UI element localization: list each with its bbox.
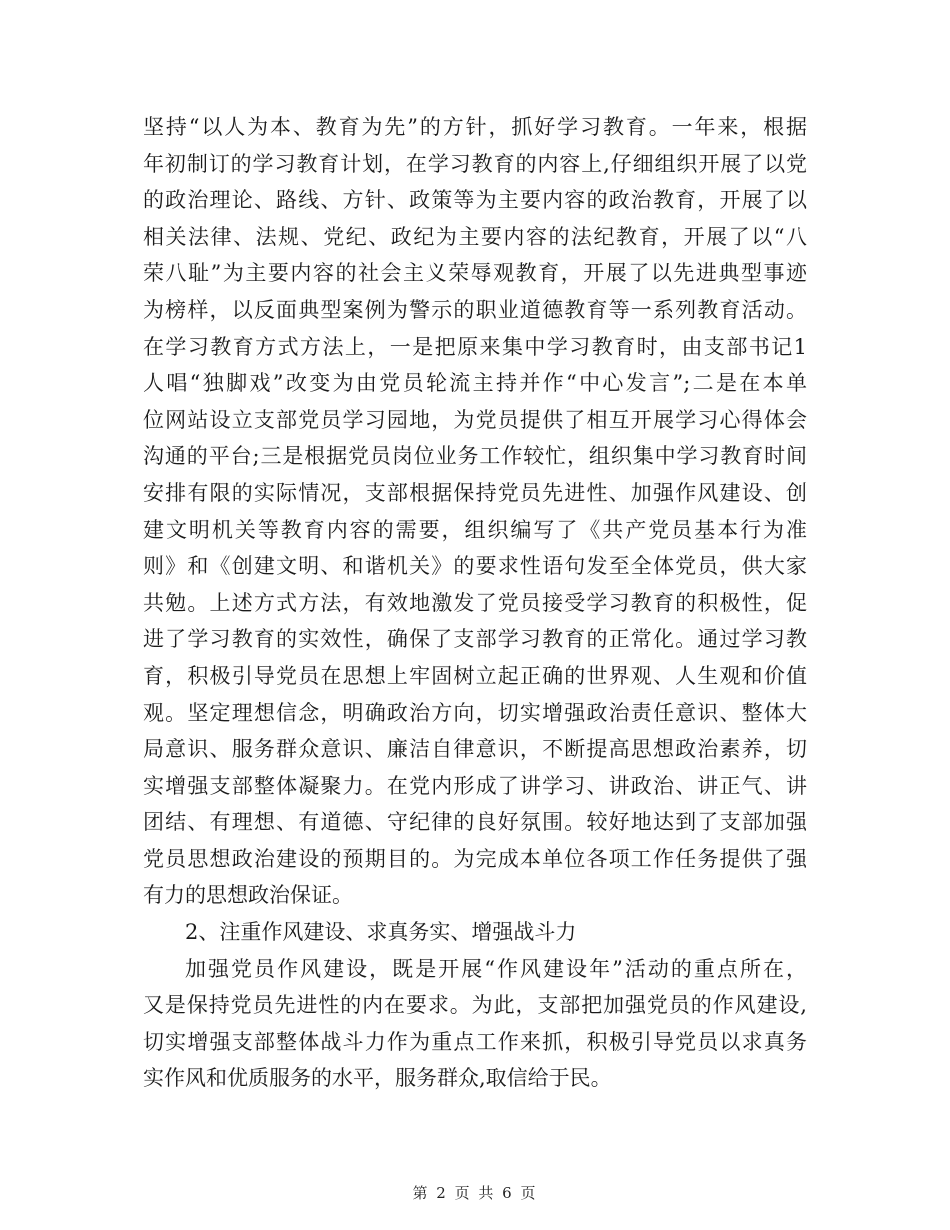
text-line: 位网站设立支部党员学习园地，为党员提供了相互开展学习心得体会 (143, 407, 807, 432)
text-line: 安排有限的实际情况，支部根据保持党员先进性、加强作风建设、创 (143, 480, 807, 505)
text-line: 的政治理论、路线、方针、政策等为主要内容的政治教育，开展了以 (143, 188, 807, 213)
text-line: 党员思想政治建设的预期目的。为完成本单位各项工作任务提供了强 (143, 846, 807, 871)
text-line: 观。坚定理想信念，明确政治方向，切实增强政治责任意识、整体大 (143, 700, 807, 725)
text-line: 坚持“以人为本、教育为先”的方针，抓好学习教育。一年来，根据 (143, 115, 807, 139)
document-body (143, 109, 807, 1097)
paragraph-end-line: 实作风和优质服务的水平，服务群众,取信给于民。 (143, 1066, 612, 1091)
section-heading: 2、注重作风建设、求真务实、增强战斗力 (185, 920, 577, 945)
text-line: 则》和《创建文明、和谐机关》的要求性语句发至全体党员，供大家 (143, 554, 807, 579)
text-line: 育，积极引导党员在思想上牢固树立起正确的世界观、人生观和价值 (143, 663, 807, 688)
text-line: 相关法律、法规、党纪、政纪为主要内容的法纪教育，开展了以“八 (143, 224, 807, 249)
text-line: 又是保持党员先进性的内在要求。为此，支部把加强党员的作风建设, (143, 993, 807, 1018)
text-line: 局意识、服务群众意识、廉洁自律意识，不断提高思想政治素养，切 (143, 737, 807, 762)
text-line: 实增强支部整体凝聚力。在党内形成了讲学习、讲政治、讲正气、讲 (143, 773, 807, 798)
text-line: 共勉。上述方式方法，有效地激发了党员接受学习教育的积极性，促 (143, 590, 807, 615)
text-line: 加强党员作风建设，既是开展“作风建设年”活动的重点所在， (185, 956, 807, 981)
text-line: 团结、有理想、有道德、守纪律的良好氛围。较好地达到了支部加强 (143, 810, 807, 835)
text-line: 为榜样，以反面典型案例为警示的职业道德教育等一系列教育活动。 (143, 297, 807, 322)
text-line: 人唱“独脚戏”改变为由党员轮流主持并作“中心发言”;二是在本单 (143, 371, 807, 396)
text-line: 年初制订的学习教育计划，在学习教育的内容上,仔细组织开展了以党 (143, 151, 807, 176)
text-line: 沟通的平台;三是根据党员岗位业务工作较忙，组织集中学习教育时间 (143, 444, 807, 469)
text-line: 进了学习教育的实效性，确保了支部学习教育的正常化。通过学习教 (143, 627, 807, 652)
page-number-footer: 第 2 页 共 6 页 (412, 1184, 538, 1202)
paragraph-end-line: 有力的思想政治保证。 (143, 883, 353, 908)
text-line: 在学习教育方式方法上，一是把原来集中学习教育时，由支部书记1 (143, 334, 807, 359)
text-line: 建文明机关等教育内容的需要，组织编写了《共产党员基本行为准 (143, 517, 807, 542)
text-line: 荣八耻”为主要内容的社会主义荣辱观教育，开展了以先进典型事迹 (143, 261, 807, 286)
text-line: 切实增强支部整体战斗力作为重点工作来抓，积极引导党员以求真务 (143, 1029, 807, 1054)
